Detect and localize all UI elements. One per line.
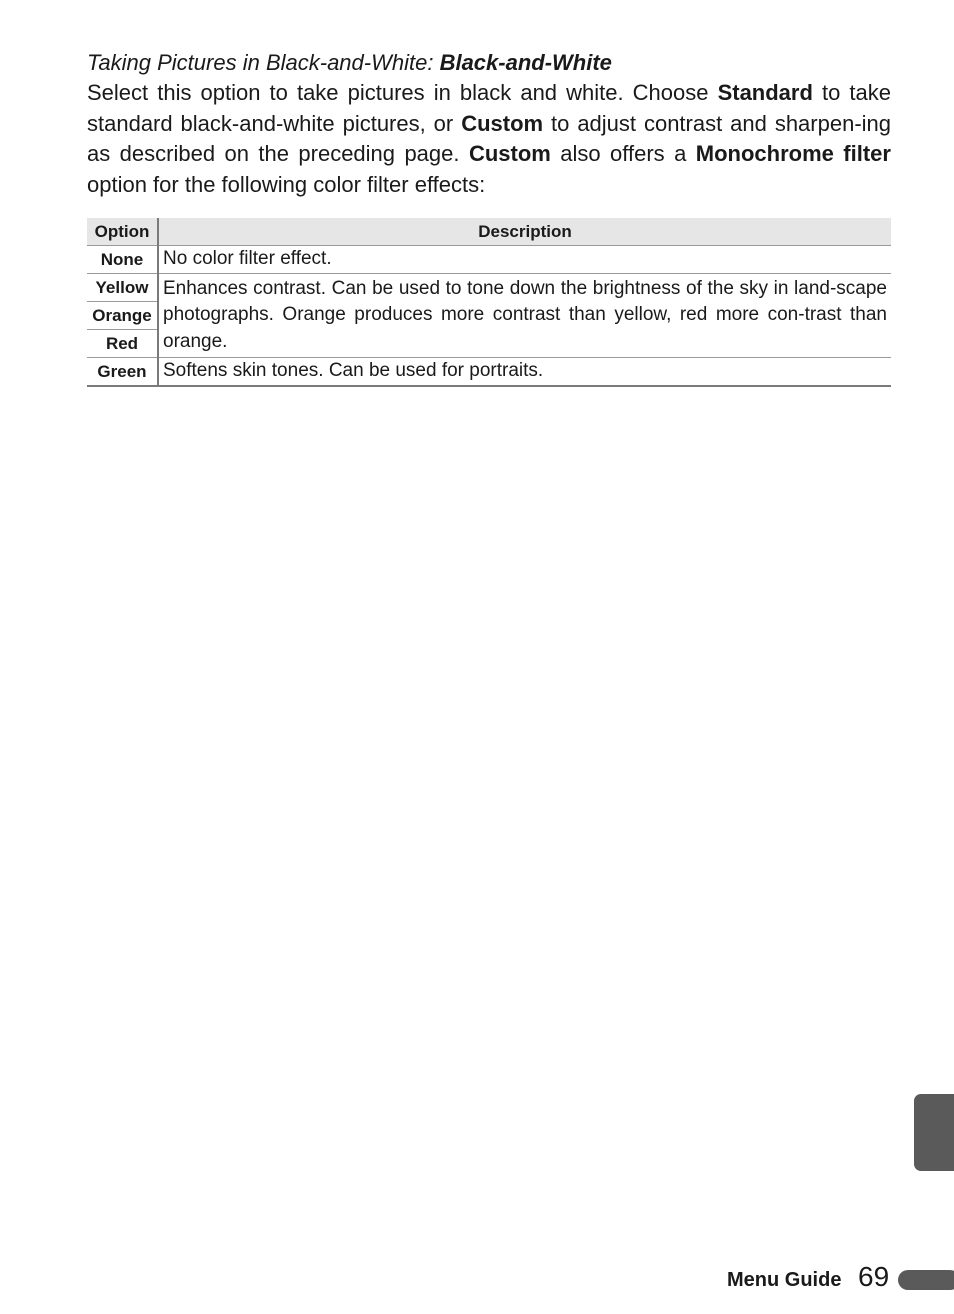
table-row (87, 274, 891, 302)
heading-bold-text: Black-and-White (439, 50, 612, 75)
table-header-row (87, 218, 891, 246)
option-cell: Green (87, 358, 158, 387)
option-cell: Red (87, 330, 158, 358)
table-row (87, 246, 891, 274)
page-content (87, 48, 891, 200)
intro-run: also offers a (550, 141, 696, 166)
intro-run-bold: Custom (468, 141, 551, 166)
header-description: Description (158, 218, 891, 246)
intro-run-bold: Standard (717, 80, 813, 105)
filter-options-table (87, 218, 891, 387)
intro-run-bold: Custom (461, 110, 544, 136)
intro-paragraph (87, 78, 891, 200)
page-number: 69 (858, 1261, 890, 1292)
option-cell: None (87, 246, 158, 274)
footer-section-label: Menu Guide (727, 1269, 842, 1291)
footer-bar (898, 1270, 954, 1290)
intro-run-bold: Monochrome filter (695, 141, 891, 166)
heading-italic-text: Taking Pictures in Black-and-White: (87, 50, 440, 75)
description-cell: Enhances contrast. Can be used to tone down the brightness of the sky in land-scape photographs. Orange produces more contrast than yellow, red more con-trast than orange. (158, 274, 891, 358)
chapter-tab (914, 1094, 954, 1171)
intro-run: to take standard black-and-white pictures, or (87, 80, 891, 136)
description-cell: Softens skin tones. Can be used for portraits. (158, 358, 891, 387)
intro-run: to adjust contrast and sharpen-ing as described on the preceding page. (87, 110, 892, 166)
option-cell: Orange (87, 302, 158, 330)
table-row (87, 358, 891, 387)
intro-run: Select this option to take pictures in black and white. Choose (87, 80, 718, 105)
header-option: Option (87, 218, 158, 246)
intro-run: option for the following color filter effects: (87, 171, 486, 197)
description-cell: No color filter effect. (158, 246, 891, 274)
option-cell: Yellow (87, 274, 158, 302)
section-heading (87, 48, 891, 78)
